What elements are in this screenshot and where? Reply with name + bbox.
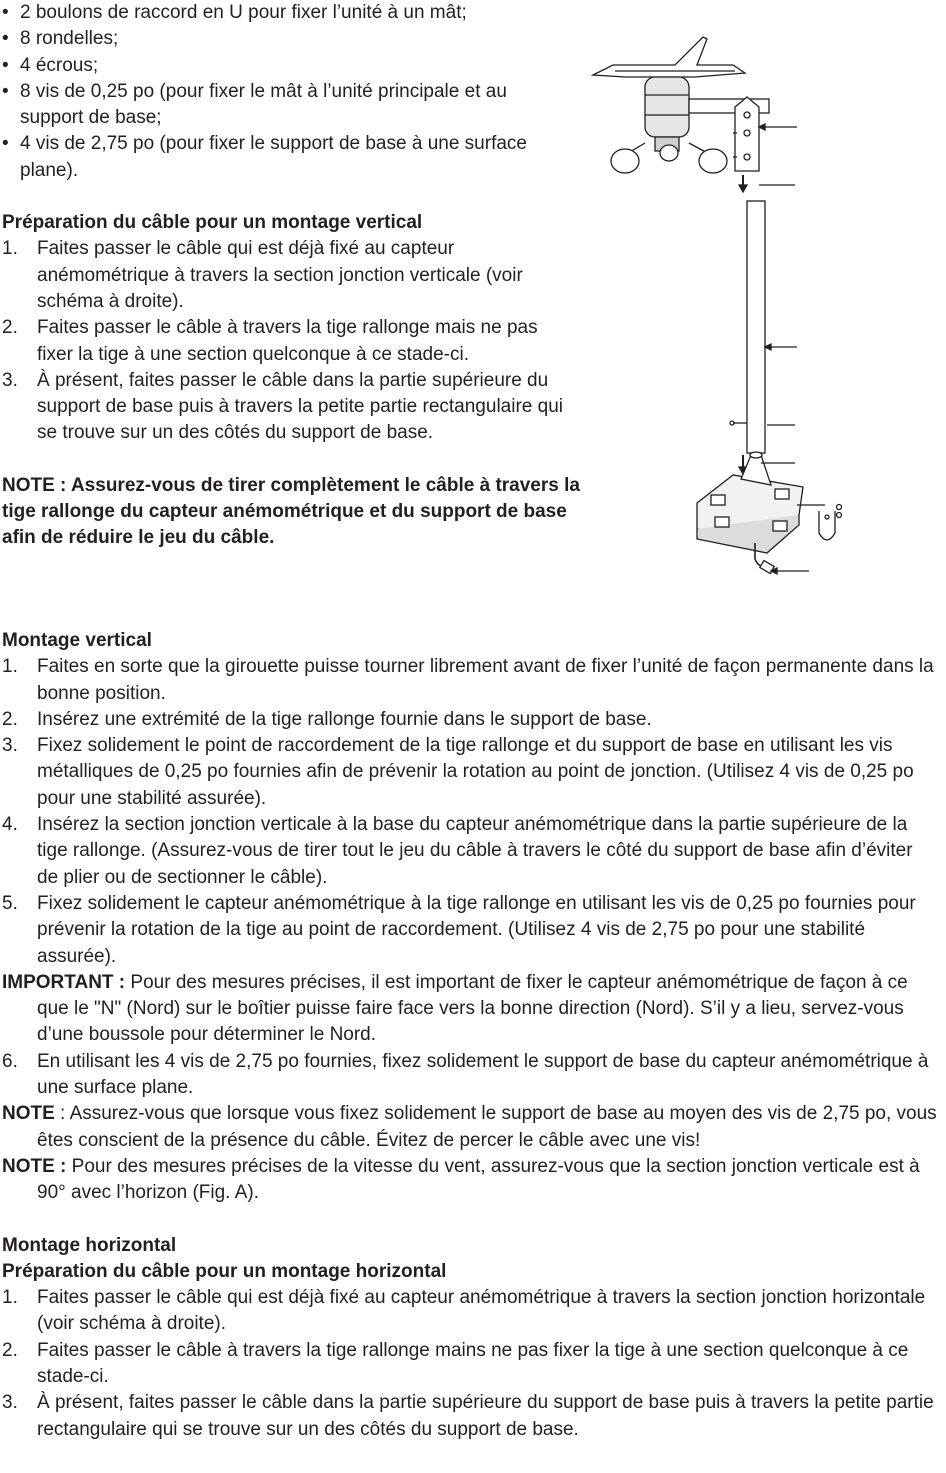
list-item: • 8 rondelles;: [2, 26, 592, 52]
section-heading: Montage vertical: [2, 630, 152, 651]
numbered-step: 3. À présent, faites passer le câble dans la partie supérieure du support de base puis à travers la petite partie rectangulaire qui se trouve sur un des côtés du support de base.: [2, 1392, 934, 1440]
anemometer-mounting-diagram: [585, 35, 845, 580]
numbered-step: 6. En utilisant les 4 vis de 2,75 po fournies, fixez solidement le support de base du capteur anémométrique à une surface plane.: [2, 1050, 929, 1099]
bullet: •: [2, 133, 9, 155]
numbered-step: 4. Insérez la section jonction verticale à la base du capteur anémométrique dans la partie supérieure de la tige rallonge. (Assurez-vous de tirer tout le jeu du câble à travers le côté du support de base afin d’éviter de plier ou de sectionner le câble).: [2, 814, 913, 888]
list-item: • 4 écrous;: [2, 53, 592, 79]
numbered-step: 5. Fixez solidement le capteur anémométrique à la tige rallonge en utilisant les vis de 0,25 po fournies pour prévenir la rotation de la tige au point de raccordement. (Utilisez 4 vis de 2,75 po pour une stabilité assurée).: [2, 892, 916, 967]
numbered-step: 3. Fixez solidement le point de raccordement de la tige rallonge et du support de base en utilisant les vis métalliques de 0,25 po fournies afin de prévenir la rotation au point de jonction. (Utilisez 4 vis de 0,25 po pour une stabilité assurée).: [2, 735, 914, 809]
numbered-step: 2. Faites passer le câble à travers la tige rallonge mais ne pas fixer la tige à une section quelconque à ce stade-ci.: [2, 317, 538, 365]
bottom-text-section: [2, 628, 937, 1443]
wind-speed-note: NOTE : Pour des mesures précises de la vitesse du vent, assurez-vous que la section jonction verticale est à 90° avec l’horizon (Fig. A).: [2, 1155, 920, 1204]
section-subheading: Préparation du câble pour un montage horizontal: [2, 1260, 447, 1282]
screw-note: NOTE : Assurez-vous que lorsque vous fixez solidement le support de base au moyen des vis de 2,75 po, vous êtes conscient de la présence du câble. Évitez de percer le câble avec une vis!: [2, 1103, 937, 1151]
section-heading: Préparation du câble pour un montage vertical: [2, 212, 423, 234]
numbered-step: 1. Faites passer le câble qui est déjà fixé au capteur anémométrique à travers la section jonction verticale (voir schéma à droite).: [2, 238, 523, 312]
bullet: •: [2, 2, 9, 23]
numbered-step: 2. Insérez une extrémité de la tige rallonge fournie dans le support de base.: [2, 708, 652, 730]
numbered-step: 3. À présent, faites passer le câble dans la partie supérieure du support de base puis à travers la petite partie rectangulaire qui se trouve sur un des côtés du support de base.: [2, 369, 563, 444]
bullet: •: [2, 54, 9, 76]
numbered-step: 2. Faites passer le câble à travers la tige rallonge mains ne pas fixer la tige à une section quelconque à ce stade-ci.: [2, 1339, 909, 1388]
parts-list: [2, 0, 592, 184]
numbered-step: 1. Faites en sorte que la girouette puisse tourner librement avant de fixer l’unité de façon permanente dans la bonne position.: [2, 656, 934, 704]
list-item: • 2 boulons de raccord en U pour fixer l’unité à un mât;: [2, 0, 592, 26]
list-item: • 8 vis de 0,25 po (pour fixer le mât à l’unité principale et au support de base;: [2, 80, 507, 129]
important-note: IMPORTANT : Pour des mesures précises, il est important de fixer le capteur anémométrique de façon à ce que le "N" (Nord) sur le boîtier puisse faire face vers la bonne direction (Nord). S’il y a lieu, servez-vous d’une boussole pour déterminer le Nord.: [2, 971, 908, 1046]
cable-note: NOTE : Assurez-vous de tirer complètement le câble à travers la tige rallonge du capteur anémométrique et du support de base afin de réduire le jeu du câble.: [2, 474, 580, 549]
bullet: •: [2, 28, 9, 50]
prep-vertical-steps: [2, 236, 568, 446]
section-heading: Montage horizontal: [2, 1234, 177, 1256]
bullet: •: [2, 80, 9, 102]
numbered-step: 1. Faites passer le câble qui est déjà fixé au capteur anémométrique à travers la section jonction horizontale (voir schéma à droite).: [2, 1287, 926, 1335]
top-text-column: [2, 0, 592, 552]
list-item: • 4 vis de 2,75 po (pour fixer le support de base à une surface plane).: [2, 133, 527, 181]
